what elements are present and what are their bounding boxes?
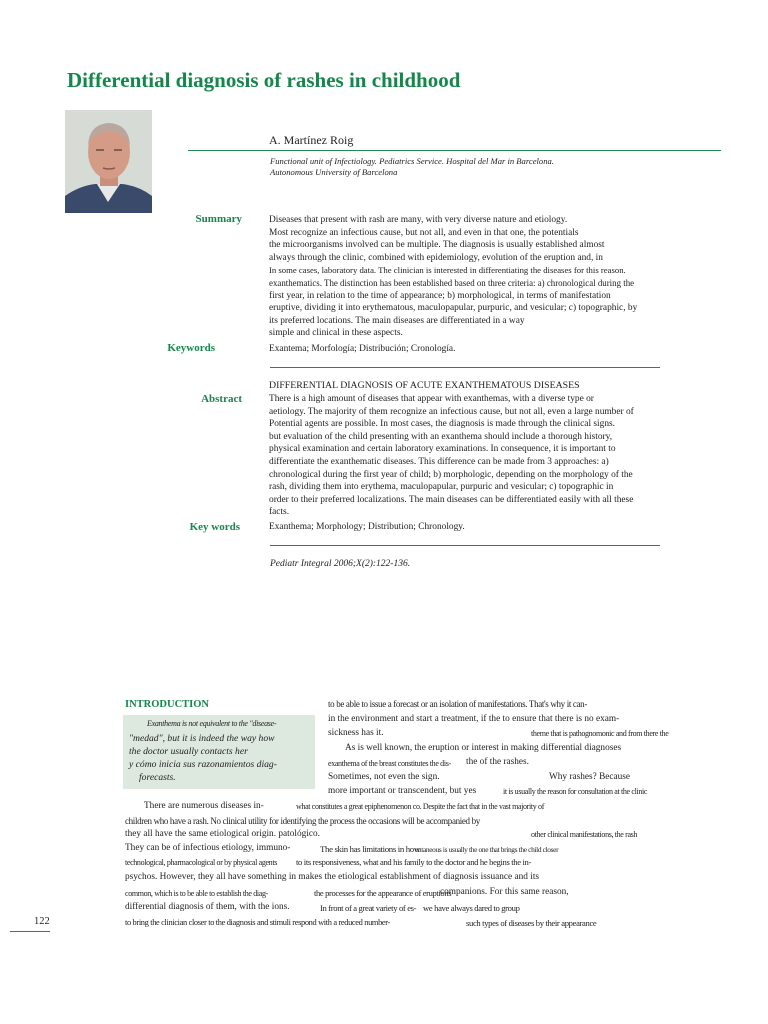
abstract-line: There is a high amount of diseases that appear with exanthemas, with a diverse type or [269, 394, 594, 404]
body-text-line: sickness has it. [328, 728, 384, 738]
summary-line: always through the clinic, combined with epidemiology, evolution of the eruption and, in [269, 252, 603, 263]
summary-line: its preferred locations. The main diseases are differentiated in a way [269, 315, 525, 326]
body-text-line: to its responsiveness, what and his family to the doctor and he begins the in- [296, 857, 531, 867]
author-name: A. Martínez Roig [269, 133, 354, 147]
abstract-line: differentiate the exanthematic diseases. This difference can be made from 3 approaches: a) [269, 456, 609, 467]
journal-citation: Pediatr Integral 2006;X(2):122-136. [270, 559, 411, 569]
body-text-line: In front of a great variety of es- [320, 903, 417, 913]
body-text-line: common, which is to be able to establish the diag- [125, 889, 268, 898]
introduction-heading: INTRODUCTION [125, 699, 210, 710]
body-text-line: companions. For this same reason, [440, 887, 569, 897]
abstract-heading: DIFFERENTIAL DIAGNOSIS OF ACUTE EXANTHEMATOUS DISEASES [269, 380, 580, 391]
body-text-line: Why rashes? Because [549, 772, 631, 782]
abstract-line: Potential agents are possible. In most cases, the diagnosis is made through the clinical signs. [269, 419, 616, 430]
summary-label: Summary [195, 213, 242, 225]
pull-quote-line: y cómo inicia sus razonamientos diag- [129, 759, 277, 770]
author-rule [188, 150, 721, 151]
pull-quote-line: forecasts. [139, 772, 176, 783]
keywords-text: Exantema; Morfología; Distribución; Cronología. [269, 344, 456, 354]
summary-line: first year, in relation to the time of appearance; b) morphological, in terms of manifestation [269, 290, 611, 301]
article-title: Differential diagnosis of rashes in childhood [67, 68, 461, 92]
summary-line: simple and clinical in these aspects. [269, 328, 403, 339]
keywords-rule [270, 367, 660, 368]
abstract-line: physical examination and certain laboratory examinations. In consequence, it is important to [269, 444, 616, 455]
abstract-line: facts. [269, 507, 290, 518]
body-text-line: we have always dared to group [423, 903, 520, 913]
keywords-label: Keywords [167, 342, 215, 354]
page-number-rule [10, 931, 50, 932]
author-photo [65, 110, 152, 213]
affiliation-line-2: Autonomous University of Barcelona [270, 167, 398, 177]
body-text-line: As is well known, the eruption or interest in making differential diagnoses [345, 743, 622, 753]
body-text-line: They can be of infectious etiology, immuno- [125, 843, 291, 853]
body-text-line: to be able to issue a forecast or an isolation of manifestations. That's why it can- [328, 699, 587, 709]
body-text-line: Sometimes, not even the sign. [328, 772, 440, 782]
body-text-line: to bring the clinician closer to the diagnosis and stimuli respond with a reduced number- [125, 918, 390, 927]
abstract-line: rash, dividing them into erythema, maculopapular, purpuric and vesicular; c) topographic in [269, 482, 614, 493]
key-words-label: Key words [189, 521, 240, 533]
abstract-label: Abstract [201, 393, 242, 405]
abstract-line: aetiology. The majority of them recognize an infectious cause, but not all, even a large number of [269, 406, 634, 417]
body-text-line: such types of diseases by their appearance [466, 918, 597, 928]
body-text-line: what constitutes a great epiphenomenon co. Despite the fact that in the vast majority of [296, 802, 545, 811]
author-portrait-image [65, 110, 152, 213]
key-words-rule [270, 545, 660, 546]
pull-quote-line: "medad", but it is indeed the way how [129, 733, 275, 744]
summary-line: In some cases, laboratory data. The clinician is interested in differentiating the diseases for this reason. [269, 265, 626, 276]
summary-line: the microorganisms involved can be multiple. The diagnosis is usually established almost [269, 240, 605, 251]
summary-line: Diseases that present with rash are many, with very diverse nature and etiology. [269, 215, 568, 225]
key-words-text: Exanthema; Morphology; Distribution; Chronology. [269, 522, 465, 532]
body-text-line: other clinical manifestations, the rash [531, 830, 638, 839]
affiliation-line-1: Functional unit of Infectiology. Pediatrics Service. Hospital del Mar in Barcelona. [270, 156, 554, 166]
body-text-line: exanthema of the breast constitutes the dis- [328, 759, 451, 768]
pull-quote-box [123, 715, 315, 789]
body-text-line: theme that is pathognomonic and from there the [531, 729, 669, 738]
summary-line: Most recognize an infectious cause, but not all, and even in that one, the potentials [269, 227, 579, 238]
abstract-line: order to their preferred localizations. The main diseases can be differentiated easily with all these [269, 494, 634, 505]
body-text-line: it is usually the reason for consultation at the clinic [503, 787, 648, 796]
affiliation [270, 156, 554, 178]
body-text-line: the of the rashes. [466, 757, 529, 767]
body-text-line: technological, pharmacological or by physical agents [125, 858, 277, 867]
body-text-line: cutaneous is usually the one that brings the child closer [415, 845, 559, 854]
body-text-line: more important or transcendent, but yes [328, 786, 477, 796]
pull-quote-line: the doctor usually contacts her [129, 746, 248, 757]
summary-text [269, 214, 637, 340]
body-text-line: the processes for the appearance of eruptions [314, 888, 452, 898]
abstract-line: but evaluation of the child presenting with an exanthema should include a thorough history, [269, 431, 613, 442]
body-text-line: differential diagnosis of them, with the ions. [125, 902, 290, 912]
page-number: 122 [34, 916, 50, 927]
abstract-text [269, 393, 634, 519]
pull-quote-line: Exanthema is not equivalent to the "disease- [147, 719, 277, 728]
body-text-line: children who have a rash. No clinical utility for identifying the process the occasions will be accompanied by [125, 816, 480, 826]
body-text-line: they all have the same etiological origin. patológico. [125, 829, 320, 839]
body-text-line: There are numerous diseases in- [144, 801, 264, 811]
body-text-line: The skin has limitations in how [320, 844, 420, 854]
body-text-line: in the environment and start a treatment, if the to ensure that there is no exam- [328, 714, 620, 724]
abstract-line: chronological during the first year of child; b) morphologic, depending on the morphology of the [269, 469, 633, 480]
body-text-line: psychos. However, they all have something in makes the etiological establishment of diagnosis issuance and its [125, 872, 540, 882]
summary-line: eruptive, dividing it into erythematous, maculopapular, purpuric, and vesicular; c) topographic, by [269, 303, 638, 314]
summary-line: exanthematics. The distinction has been established based on three criteria: a) chronological during the [269, 277, 635, 288]
